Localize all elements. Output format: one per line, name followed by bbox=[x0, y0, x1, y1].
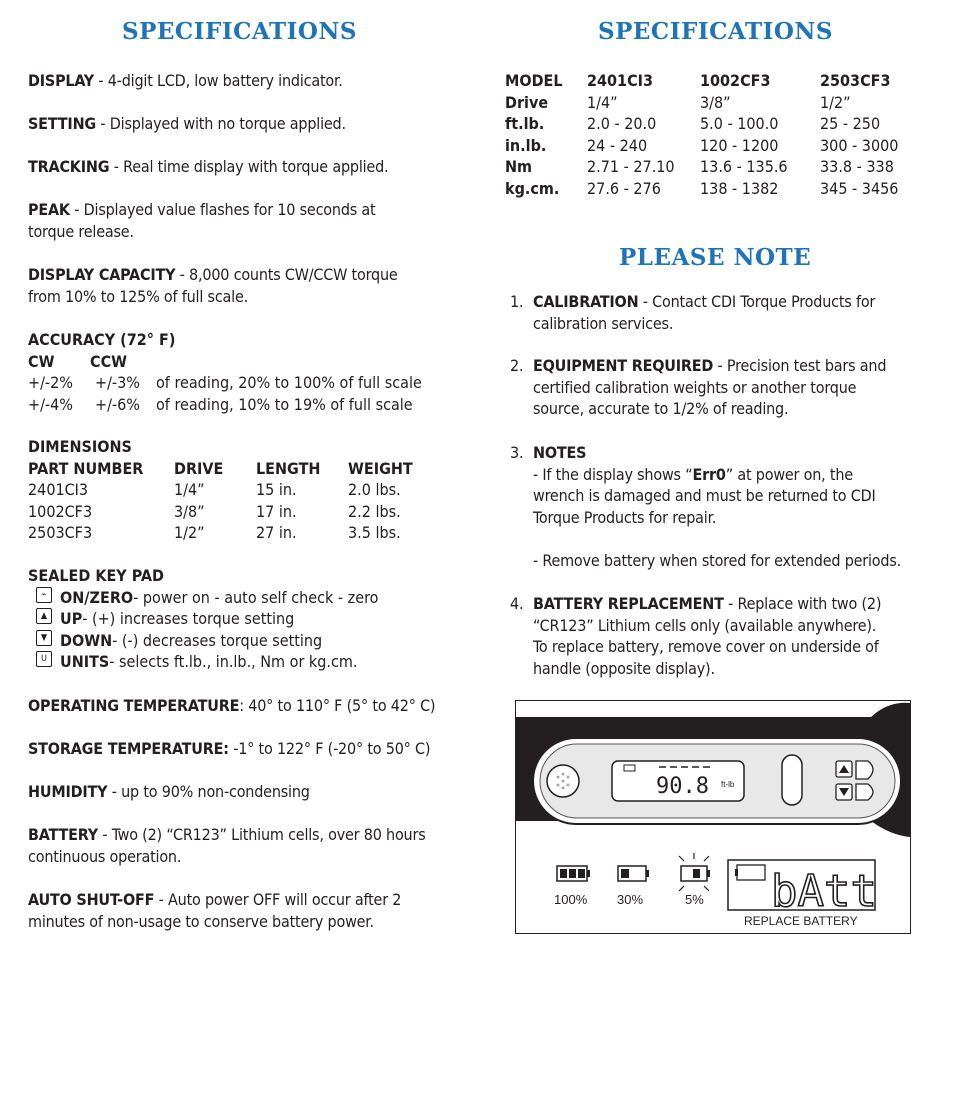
up-arrow-icon: ▲ bbox=[36, 608, 52, 624]
accuracy-row: +/-4% +/-6% of reading, 10% to 19% of full scale bbox=[28, 394, 413, 414]
spec-humidity: HUMIDITY - up to 90% non-condensing bbox=[28, 782, 310, 801]
down-arrow-icon: ▼ bbox=[36, 630, 52, 646]
spec-setting: SETTING - Displayed with no torque applied. bbox=[28, 114, 346, 133]
dimensions-header: PART NUMBER DRIVE LENGTH WEIGHT bbox=[28, 458, 413, 478]
power-zero-icon: ⌁ bbox=[36, 587, 52, 603]
battery-label-100: 100% bbox=[554, 892, 588, 907]
keypad-item: ▲ UP - (+) increases torque setting bbox=[28, 608, 378, 630]
right-title: SPECIFICATIONS bbox=[598, 18, 834, 45]
batt-display-battery-icon bbox=[737, 865, 765, 880]
table-row: Drive 1/4” 3/8” 1/2” bbox=[505, 92, 851, 112]
spec-storage-temp: STORAGE TEMPERATURE: -1° to 122° F (-20° to 50° C) bbox=[28, 739, 431, 758]
keypad-section: SEALED KEY PAD ⌁ ON/ZERO - power on - auto self check - zero ▲ UP - (+) increases torque setting ▼ DOWN - (-) decreases torque setting U UNITS - selects ft.lb., in.lb., Nm or kg.cm. bbox=[28, 566, 379, 671]
spec-peak: PEAK - Displayed value flashes for 10 seconds at torque release. bbox=[28, 200, 376, 241]
dimensions-table: DIMENSIONS PART NUMBER DRIVE LENGTH WEIGHT 2401CI3 1/4” 15 in. 2.0 lbs. 1002CF3 3/8” 17 in. 2.2 lbs. 2503CF3 1/2” 27 in. 3.5 lbs. bbox=[28, 437, 413, 542]
keypad-item: U UNITS - selects ft.lb., in.lb., Nm or kg.cm. bbox=[28, 651, 378, 673]
models-table bbox=[505, 70, 898, 199]
wrench-illustration bbox=[515, 700, 911, 934]
spec-battery: BATTERY - Two (2) “CR123” Lithium cells, over 80 hours continuous operation. bbox=[28, 825, 426, 866]
wrench-drawing bbox=[516, 701, 910, 933]
lcd-unit: ft-lb bbox=[721, 780, 735, 789]
keypad-item: ⌁ ON/ZERO - power on - auto self check - zero bbox=[28, 587, 378, 609]
spec-capacity: DISPLAY CAPACITY - 8,000 counts CW/CCW torque from 10% to 125% of full scale. bbox=[28, 265, 398, 306]
on-zero-key[interactable] bbox=[856, 784, 873, 800]
spec-display: DISPLAY - 4-digit LCD, low battery indicator. bbox=[28, 71, 343, 90]
spec-auto-shutoff: AUTO SHUT-OFF - Auto power OFF will occur after 2 minutes of non-usage to conserve battery power. bbox=[28, 890, 402, 931]
spec-tracking: TRACKING - Real time display with torque applied. bbox=[28, 157, 389, 176]
left-title: SPECIFICATIONS bbox=[122, 18, 358, 45]
table-row: in.lb. 24 - 240 120 - 1200 300 - 3000 bbox=[505, 135, 899, 155]
accuracy-section: ACCURACY (72° F) CW CCW +/-2% +/-3% of reading, 20% to 100% of full scale +/-4% +/-6% of reading, 10% to 19% of full scale bbox=[28, 330, 422, 414]
battery-label-30: 30% bbox=[617, 892, 644, 907]
spec-operating-temp: OPERATING TEMPERATURE: 40° to 110° F (5° to 42° C) bbox=[28, 696, 436, 715]
table-row: kg.cm. 27.6 - 276 138 - 1382 345 - 3456 bbox=[505, 178, 899, 198]
table-row: 2503CF3 1/2” 27 in. 3.5 lbs. bbox=[28, 523, 401, 542]
units-icon: U bbox=[36, 651, 52, 667]
keypad-item: ▼ DOWN - (-) decreases torque setting bbox=[28, 630, 378, 652]
units-key[interactable] bbox=[856, 761, 873, 779]
table-row: 1002CF3 3/8” 17 in. 2.2 lbs. bbox=[28, 501, 401, 521]
table-row: ft.lb. 2.0 - 20.0 5.0 - 100.0 25 - 250 bbox=[505, 114, 881, 133]
accuracy-label: ACCURACY (72° F) bbox=[28, 330, 176, 349]
oval-button[interactable] bbox=[782, 755, 802, 805]
table-row: Nm 2.71 - 27.10 13.6 - 135.6 33.8 - 338 bbox=[505, 157, 894, 176]
models-header: MODEL 2401CI3 1002CF3 2503CF3 bbox=[505, 71, 891, 90]
batt-text: bAtt bbox=[771, 866, 877, 917]
battery-label-5: 5% bbox=[685, 892, 704, 907]
lcd-value: 90.8 bbox=[656, 774, 709, 799]
accuracy-row: +/-2% +/-3% of reading, 20% to 100% of full scale bbox=[28, 373, 422, 392]
replace-battery-label: REPLACE BATTERY bbox=[744, 914, 858, 928]
table-row: 2401CI3 1/4” 15 in. 2.0 lbs. bbox=[28, 480, 401, 499]
please-note-title: PLEASE NOTE bbox=[619, 244, 812, 271]
